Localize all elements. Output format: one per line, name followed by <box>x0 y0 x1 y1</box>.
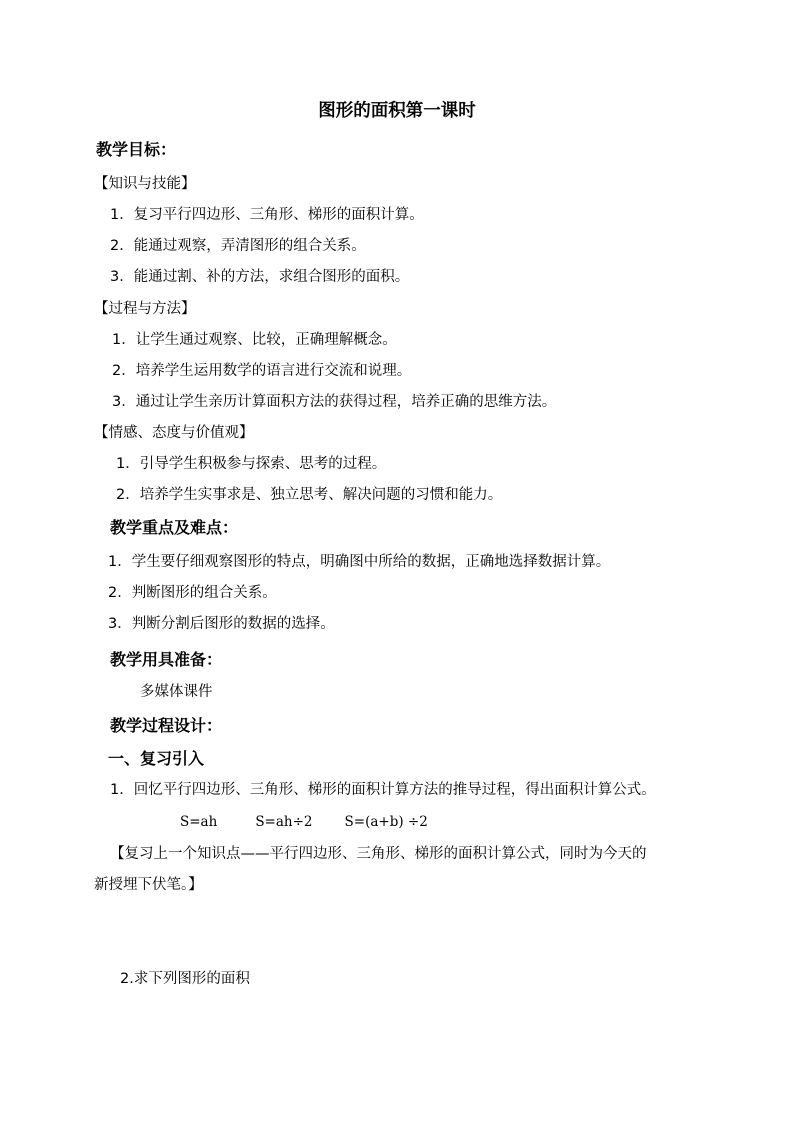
process-item-2: 2．培养学生运用数学的语言进行交流和说理。 <box>112 363 412 379</box>
section-review-heading: 一、复习引入 <box>108 749 205 768</box>
knowledge-skills-label: 【知识与技能】 <box>94 176 196 192</box>
process-item-3: 3．通过让学生亲历计算面积方法的获得过程，培养正确的思维方法。 <box>112 394 557 410</box>
process-item-1: 1．让学生通过观察、比较，正确理解概念。 <box>112 332 397 348</box>
knowledge-item-3: 3．能通过割、补的方法，求组合图形的面积。 <box>110 269 410 285</box>
emotion-item-2: 2．培养学生实事求是、独立思考、解决问题的习惯和能力。 <box>116 487 503 503</box>
tools-heading: 教学用具准备： <box>110 650 223 669</box>
formula-parallelogram: S=ah <box>180 814 218 830</box>
review-step-1: 1．回忆平行四边形、三角形、梯形的面积计算方法的推导过程，得出面积计算公式。 <box>110 782 656 798</box>
key-point-3: 3．判断分割后图形的数据的选择。 <box>108 616 335 632</box>
emotion-item-1: 1．引导学生积极参与探索、思考的过程。 <box>116 456 387 472</box>
process-method-label: 【过程与方法】 <box>94 301 196 317</box>
objectives-heading: 教学目标： <box>96 140 177 159</box>
page-title: 图形的面积第一课时 <box>318 101 476 121</box>
knowledge-item-2: 2．能通过观察，弄清图形的组合关系。 <box>110 238 366 254</box>
key-point-2: 2．判断图形的组合关系。 <box>108 585 277 601</box>
review-step-2: 2.求下列图形的面积 <box>120 971 250 987</box>
formula-trapezoid: S=(a+b) ÷2 <box>344 814 428 830</box>
emotion-values-label: 【情感、态度与价值观】 <box>94 425 254 441</box>
tools-text: 多媒体课件 <box>140 684 213 700</box>
review-note-line-1: 【复习上一个知识点——平行四边形、三角形、梯形的面积计算公式，同时为今天的 <box>110 846 647 862</box>
area-formulas <box>180 812 428 832</box>
key-point-1: 1．学生要仔细观察图形的特点，明确图中所给的数据，正确地选择数据计算。 <box>108 554 611 570</box>
key-points-heading: 教学重点及难点： <box>110 518 239 537</box>
process-design-heading: 教学过程设计： <box>110 716 223 735</box>
review-note-line-2: 新授埋下伏笔。】 <box>94 877 203 893</box>
formula-triangle: S=ah÷2 <box>255 814 313 830</box>
knowledge-item-1: 1．复习平行四边形、三角形、梯形的面积计算。 <box>110 207 424 223</box>
